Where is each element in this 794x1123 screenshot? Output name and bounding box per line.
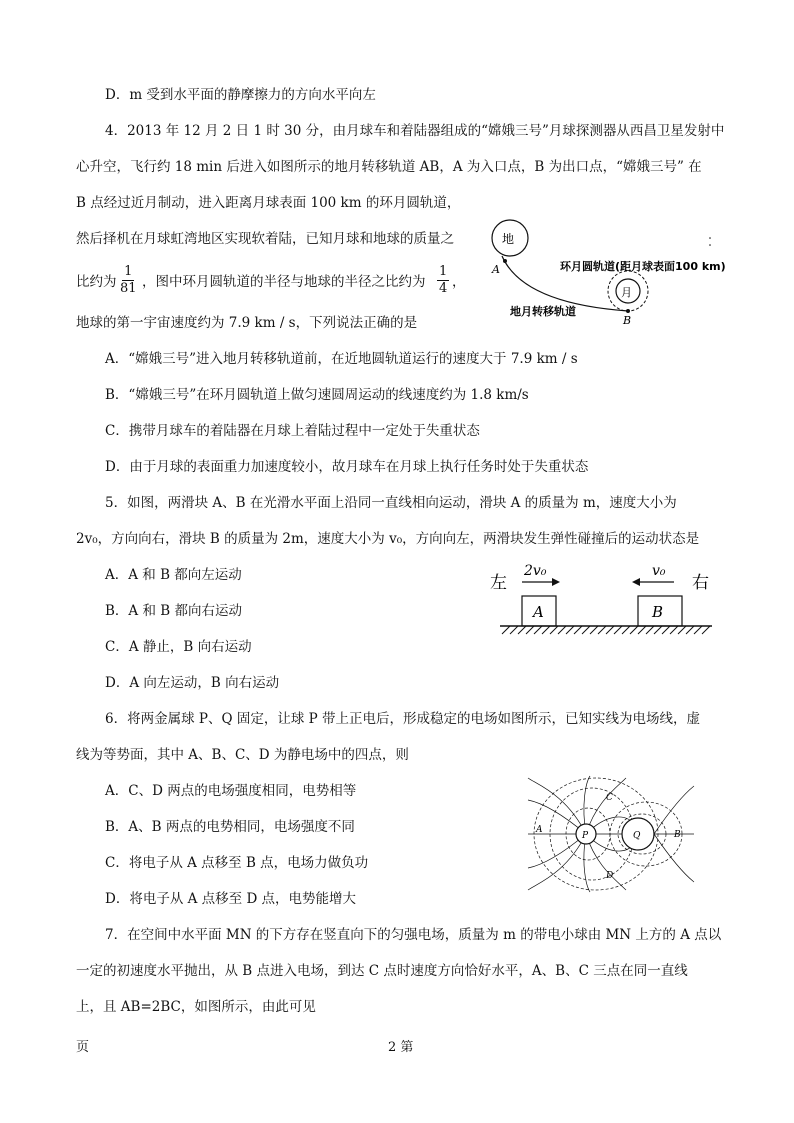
- q4-ratio-middle: ，图中环月圆轨道的半径与地球的半径之比约为: [142, 274, 426, 290]
- q5-stem-line-1: 5．如图，两滑块 A、B 在光滑水平面上沿同一直线相向运动，滑块 A 的质量为 m，速度大小为: [105, 495, 677, 511]
- point-c-label: C: [606, 793, 613, 803]
- collision-diagram: [488, 558, 718, 640]
- ground-hatching: [502, 626, 710, 634]
- point-d-label: D: [606, 871, 614, 881]
- orbit-diagram: [488, 218, 763, 328]
- right-direction-label: 右: [692, 573, 709, 593]
- moon-label: 月: [621, 286, 632, 299]
- q4-stem-line-2: 心升空，飞行约 18 min 后进入如图所示的地月转移轨道 AB，A 为入口点，B 为出口点，“嫦娥三号” 在: [76, 159, 702, 175]
- q7-stem-line-1: 7．在空间中水平面 MN 的下方存在竖直向下的匀强电场，质量为 m 的带电小球由 MN 上方的 A 点以: [105, 927, 722, 943]
- q4-option-d: D．由于月球的表面重力加速度较小，故月球车在月球上执行任务时处于失重状态: [105, 459, 589, 475]
- q4-ratio-suffix: ，: [452, 274, 466, 290]
- q5-option-b: B．A 和 B 都向右运动: [105, 603, 242, 619]
- fraction-denominator: 81: [120, 281, 137, 296]
- q4-ratio-prefix: 比约为: [76, 274, 117, 290]
- q6-option-a: A．C、D 两点的电场强度相同，电势相等: [105, 783, 357, 799]
- q4-option-a: A．“嫦娥三号”进入地月转移轨道前，在近地圆轨道运行的速度大于 7.9 km / s: [105, 351, 578, 367]
- q4-stem-line-1: 4．2013 年 12 月 2 日 1 时 30 分，由月球车和着陆器组成的“嫦娥三号”月球探测器从西昌卫星发射中: [105, 123, 725, 139]
- sphere-p-label: P: [582, 831, 589, 841]
- q4-option-c: C．携带月球车的着陆器在月球上着陆过程中一定处于失重状态: [105, 423, 480, 439]
- q7-stem-line-3: 上，且 AB=2BC，如图所示，由此可见: [76, 999, 316, 1015]
- q5-option-a: A．A 和 B 都向左运动: [105, 567, 242, 583]
- point-a-label: A: [492, 263, 500, 276]
- block-b-label: B: [652, 603, 664, 621]
- q4-stem-line-4: 然后择机在月球虹湾地区实现软着陆，已知月球和地球的质量之: [76, 231, 454, 247]
- point-b-label: B: [623, 314, 632, 327]
- fraction-denominator: 4: [439, 281, 448, 296]
- earth-label: 地: [502, 232, 515, 246]
- speck-dot: [709, 237, 711, 239]
- fraction-numerator: 1: [439, 264, 448, 279]
- q3-option-d: D．m 受到水平面的静摩擦力的方向水平向左: [105, 87, 376, 103]
- velocity-a-label: 2v₀: [524, 563, 547, 579]
- q4-mass-ratio-fraction: [120, 264, 137, 297]
- sphere-q-label: Q: [633, 831, 641, 841]
- q6-stem-line-2: 线为等势面，其中 A、B、C、D 为静电场中的四点，则: [76, 747, 409, 763]
- footer-page-number: 2 第: [388, 1040, 414, 1055]
- left-direction-label: 左: [490, 573, 507, 593]
- transfer-orbit-label: 地月转移轨道: [510, 305, 576, 318]
- q7-stem-line-2: 一定的初速度水平抛出，从 B 点进入电场，到达 C 点时速度方向恰好水平，A、B、C 三点在同一直线: [76, 963, 688, 979]
- q5-stem-line-2: 2v₀，方向向右，滑块 B 的质量为 2m，速度大小为 v₀，方向向左，两滑块发生弹性碰撞后的运动状态是: [76, 531, 700, 547]
- q5-option-c: C．A 静止，B 向右运动: [105, 639, 252, 655]
- electric-field-diagram: [526, 774, 696, 894]
- speck-dot: [709, 244, 711, 246]
- q6-option-c: C．将电子从 A 点移至 B 点，电场力做负功: [105, 855, 369, 871]
- q6-option-d: D．将电子从 A 点移至 D 点，电势能增大: [105, 891, 357, 907]
- point-a-dot: [503, 259, 507, 263]
- lunar-orbit-label: 环月圆轨道(距月球表面100 km): [560, 260, 726, 273]
- q6-option-b: B．A、B 两点的电势相同，电场强度不同: [105, 819, 355, 835]
- point-a-label: A: [536, 825, 543, 835]
- point-b-dot: [626, 309, 630, 313]
- q4-stem-last: 地球的第一宇宙速度约为 7.9 km / s，下列说法正确的是: [76, 315, 418, 331]
- point-b-label: B: [674, 830, 681, 840]
- q4-option-b: B．“嫦娥三号”在环月圆轨道上做匀速圆周运动的线速度约为 1.8 km/s: [105, 387, 529, 403]
- arrowhead-left: [632, 578, 640, 586]
- arrowhead-right: [552, 578, 560, 586]
- fraction-numerator: 1: [124, 264, 133, 279]
- q6-stem-line-1: 6．将两金属球 P、Q 固定，让球 P 带上正电后，形成稳定的电场如图所示，已知实线为电场线，虚: [105, 711, 700, 727]
- velocity-b-label: v₀: [652, 563, 666, 579]
- q4-radius-ratio-fraction: [437, 264, 449, 297]
- footer-page-label: 页: [76, 1040, 90, 1055]
- q4-stem-line-3: B 点经过近月制动，进入距离月球表面 100 km 的环月圆轨道，: [76, 195, 461, 211]
- block-a-label: A: [533, 603, 544, 621]
- q5-option-d: D．A 向左运动，B 向右运动: [105, 675, 280, 691]
